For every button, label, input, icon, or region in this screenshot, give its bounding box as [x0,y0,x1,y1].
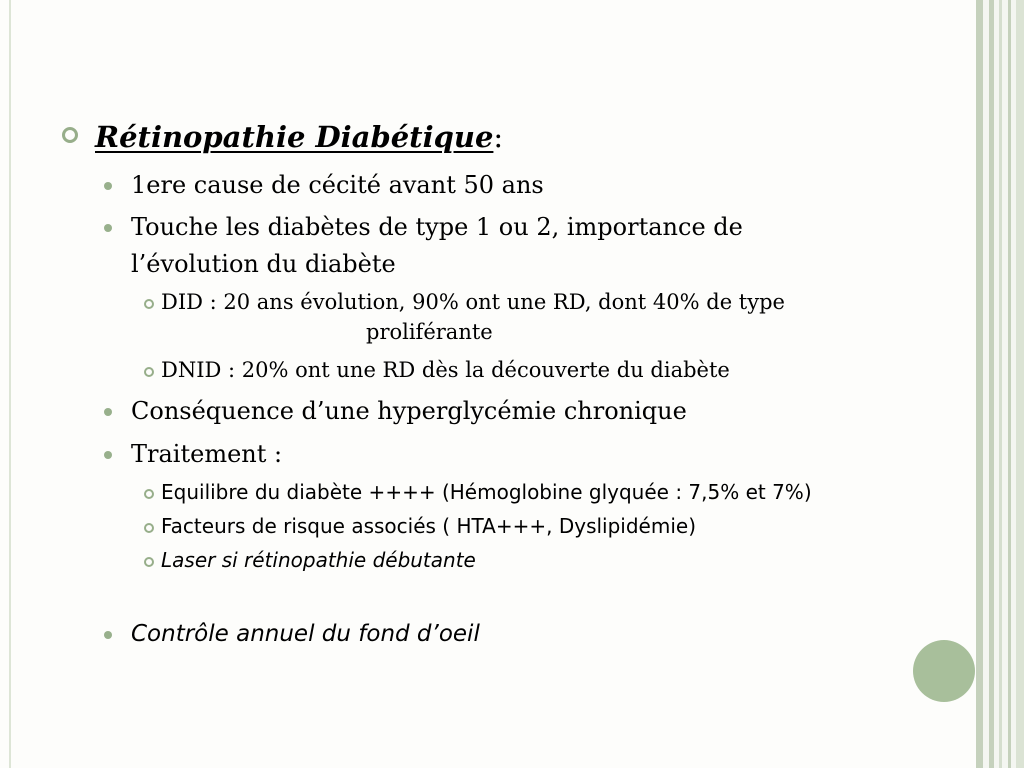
bullet-item [131,619,480,647]
dot-bullet-icon [104,451,112,459]
ring-subbullet-icon [144,489,154,499]
subbullet-item: DID : 20 ans évolution, 90% ont une RD, dont 40% de type [161,290,785,314]
bullet-item: Traitement : [131,440,283,468]
heading-suffix: : [493,120,504,154]
subbullet-item: Equilibre du diabète ++++ (Hémoglobine glyquée : 7,5% et 7%) [161,480,812,504]
subbullet-item-continuation: proliférante [366,320,493,344]
bullet-item: Conséquence d’une hyperglycémie chronique [131,397,687,425]
bullet-item: 1ere cause de cécité avant 50 ans [131,171,544,199]
ring-subbullet-icon [144,299,154,309]
subbullet-item: DNID : 20% ont une RD dès la découverte du diabète [161,358,730,382]
heading-text: Rétinopathie Diabétique [95,120,494,154]
ring-subbullet-icon [144,523,154,533]
ring-bullet-icon [62,127,78,143]
ring-subbullet-icon [144,557,154,567]
dot-bullet-icon [104,408,112,416]
dot-bullet-icon [104,224,112,232]
ring-subbullet-icon [144,367,154,377]
bullet-item-continuation: l’évolution du diabète [131,250,396,278]
slide-heading [62,120,503,154]
dot-bullet-icon [104,631,112,639]
subbullet-item: Laser si rétinopathie débutante [161,548,476,572]
subbullet-item: Facteurs de risque associés ( HTA+++, Dyslipidémie) [161,514,696,538]
bullet-item: Touche les diabètes de type 1 ou 2, importance de [131,213,743,241]
dot-bullet-icon [104,182,112,190]
bullet-item-text: Contrôle annuel du fond d’oeil [131,621,480,647]
